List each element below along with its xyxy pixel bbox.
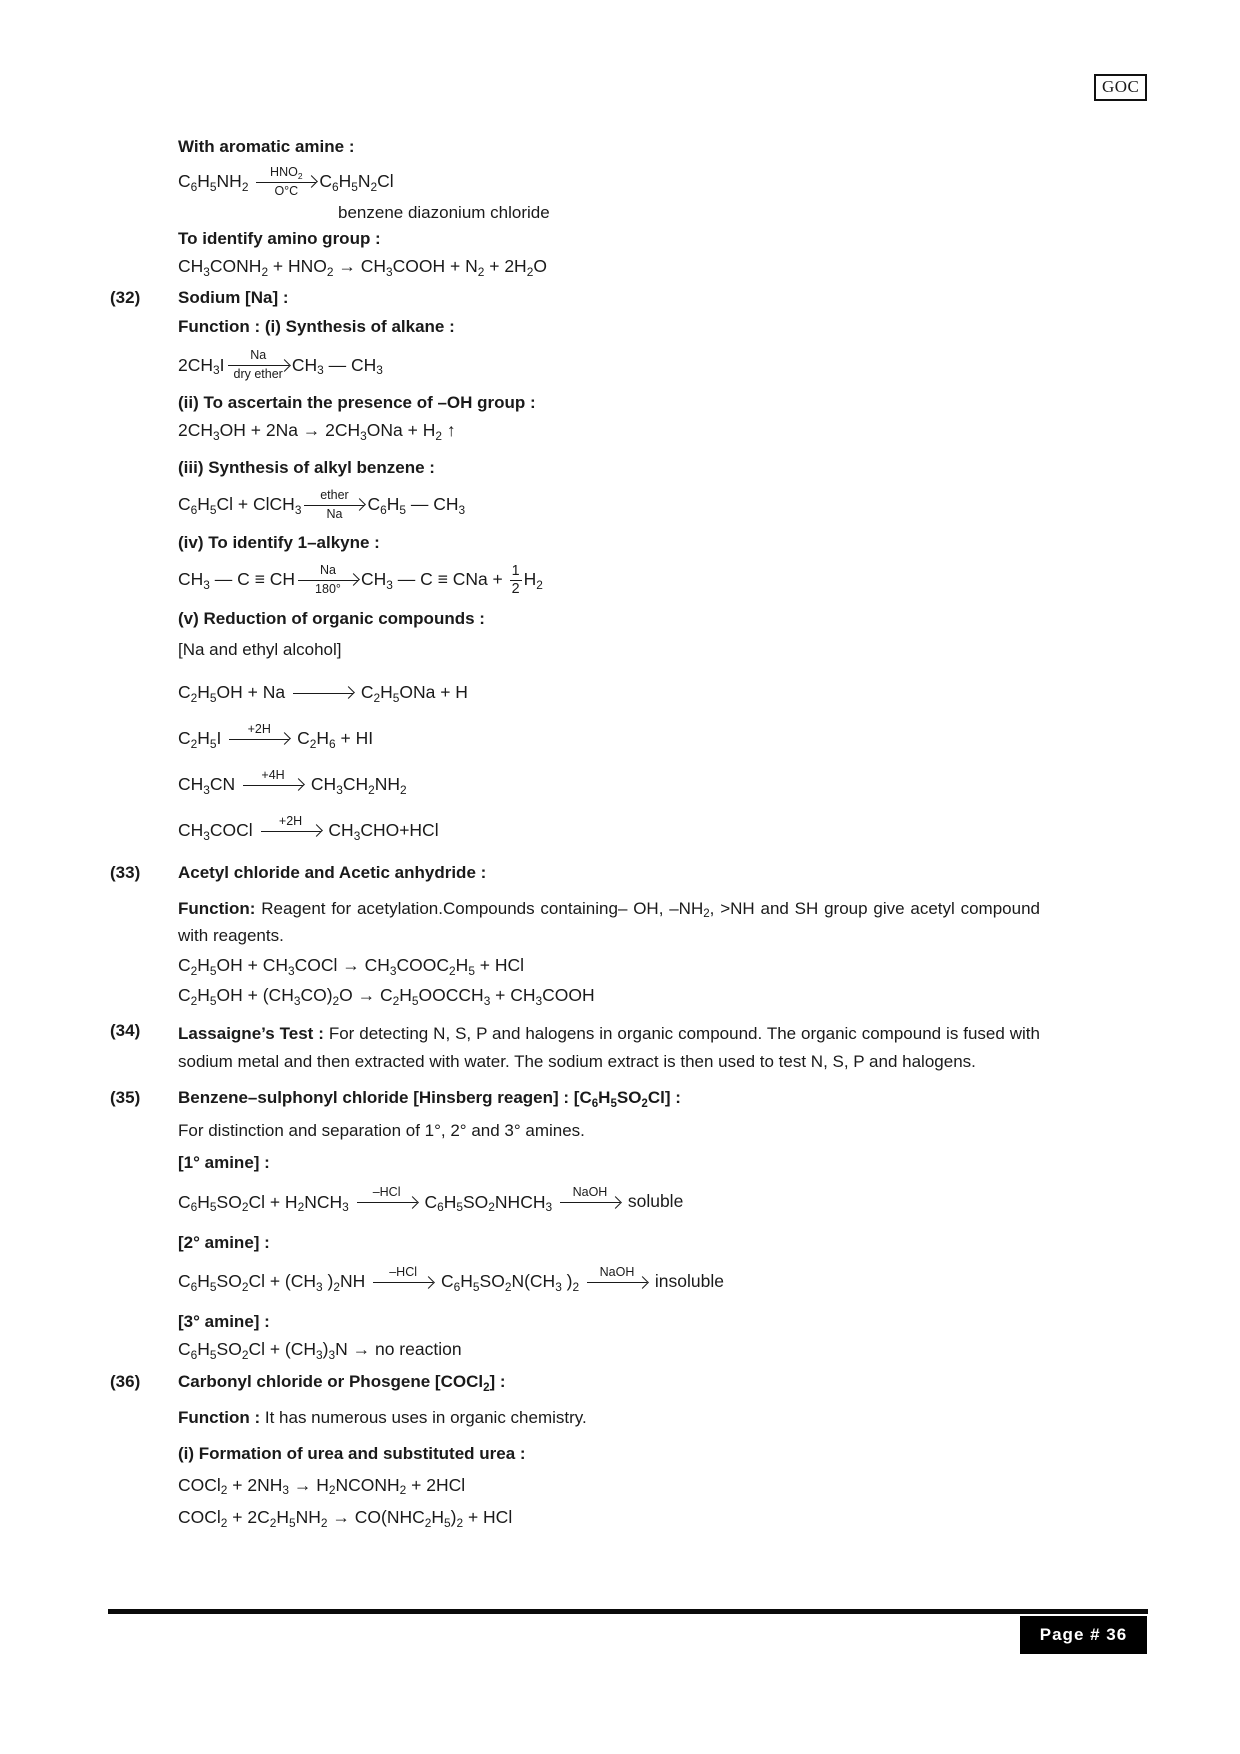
- equation-line: [178, 676, 1040, 711]
- item-number: [110, 136, 178, 279]
- subscript: 3: [213, 363, 220, 378]
- paragraph-lead: Lassaigne’s Test :: [178, 1024, 329, 1044]
- subscript: 5: [209, 736, 217, 751]
- subscript: 2: [269, 1516, 277, 1531]
- subscript: 2: [504, 1280, 512, 1295]
- subscript: 6: [190, 1348, 198, 1363]
- subscript: 5: [399, 502, 406, 517]
- formula-text: H2: [523, 569, 543, 592]
- subscript: 2: [241, 1280, 249, 1295]
- subscript: 3: [213, 429, 220, 444]
- reaction-arrow: [357, 1185, 417, 1220]
- subscript: 6: [331, 179, 339, 194]
- formula-text: CH3CHO+HCl: [323, 819, 439, 843]
- reaction-arrow: [560, 1185, 620, 1220]
- subscript: 5: [209, 1200, 217, 1215]
- subscript: 6: [380, 502, 387, 517]
- arrow-top-label: NaOH: [599, 1265, 635, 1280]
- section-heading: Acetyl chloride and Acetic anhydride :: [178, 862, 487, 882]
- arrow-top-label: +2H: [278, 813, 303, 828]
- equation-line: [178, 348, 1040, 383]
- subscript: 3: [386, 577, 393, 592]
- subscript: 3: [545, 1200, 553, 1215]
- section-heading: [3° amine] :: [178, 1312, 270, 1332]
- formula-text: 2CH3I: [178, 354, 225, 378]
- fraction-numerator: 1: [511, 563, 520, 580]
- subscript: 2: [220, 1483, 228, 1498]
- arrow-bottom-label: dry ether: [233, 367, 283, 382]
- arrow-shaft: [229, 739, 289, 740]
- page-number-badge: [1020, 1616, 1147, 1654]
- subscript: 5: [209, 179, 217, 194]
- subscript: 2: [190, 736, 198, 751]
- subscript: 3: [555, 1280, 562, 1295]
- fraction: [510, 564, 522, 597]
- equation-line: [178, 488, 1040, 523]
- formula-text: COCl2 + 2C2H5NH2 → CO(NHC2H5)2 + HCl: [178, 1507, 513, 1531]
- item-body: [178, 849, 1040, 1008]
- subscript: 2: [241, 179, 249, 194]
- section-heading: (iv) To identify 1–alkyne :: [178, 532, 380, 552]
- section-heading: Function : (i) Synthesis of alkane :: [178, 317, 455, 337]
- subscript: 3: [483, 994, 491, 1009]
- subscript: 5: [472, 1280, 480, 1295]
- subscript: 2: [456, 1516, 464, 1531]
- subscript: 2: [536, 577, 543, 592]
- equation-line: [178, 165, 1040, 200]
- subscript: 3: [336, 782, 343, 797]
- formula-text: C6H5N2Cl: [319, 171, 394, 194]
- subscript: 3: [317, 363, 324, 378]
- equation-line: [178, 1474, 1040, 1498]
- text-line: For distinction and separation of 1°, 2° and 3° amines.: [178, 1120, 585, 1140]
- arrow-top-label: +2H: [247, 721, 271, 736]
- paragraph-lead: Function:: [178, 898, 262, 918]
- arrow-shaft: [256, 182, 316, 183]
- item-body: [178, 136, 1040, 279]
- equation-line: [178, 255, 1040, 279]
- paragraph-text: It has numerous uses in organic chemistry.: [264, 1408, 587, 1428]
- content-block: [110, 279, 1040, 849]
- equation-line: [178, 768, 1040, 803]
- subscript: 5: [444, 1516, 451, 1531]
- arrow-shaft: [261, 831, 321, 832]
- subscript: 3: [293, 994, 301, 1009]
- reaction-arrow: [293, 676, 353, 711]
- arrow-shaft: [357, 1202, 417, 1203]
- subscript: 5: [351, 179, 358, 194]
- arrow-top-label: [317, 676, 329, 692]
- subscript: 3: [203, 577, 210, 592]
- subscript: 6: [190, 1200, 198, 1215]
- subscript: 5: [209, 690, 217, 705]
- arrow-bottom-label: 180°: [315, 581, 341, 596]
- subscript: 3: [316, 1280, 323, 1295]
- formula-text: CH3 — CH3: [291, 354, 383, 378]
- subscript: 5: [209, 1348, 217, 1363]
- paragraph: [178, 1404, 1040, 1432]
- subscript: 6: [190, 502, 198, 517]
- arrow-shaft: [587, 1282, 647, 1283]
- arrow-top-label: Na: [319, 562, 336, 577]
- corner-tag: GOC: [1094, 74, 1147, 101]
- paragraph: [178, 1020, 1040, 1075]
- subscript: 3: [203, 828, 210, 843]
- formula-text: C6H5SO2Cl + (CH3 )2NH: [178, 1271, 371, 1295]
- subscript: 2: [261, 264, 269, 279]
- formula-text: CH3CN: [178, 773, 241, 797]
- subscript: 2: [703, 908, 710, 921]
- reaction-arrow: [373, 1265, 433, 1300]
- arrow-top-label: ether: [320, 487, 349, 502]
- footer-divider: [108, 1609, 1148, 1614]
- formula-text: CH3CONH2 + HNO2 → CH3COOH + N2 + 2H2O: [178, 255, 547, 279]
- arrow-shaft: [304, 505, 364, 506]
- subscript: 2: [641, 1097, 648, 1110]
- arrow-bottom-label: [381, 1204, 393, 1220]
- reaction-arrow: [298, 563, 358, 598]
- arrow-bottom-label: [267, 787, 279, 803]
- formula-text: soluble: [622, 1191, 684, 1212]
- subscript: 6: [190, 1280, 198, 1295]
- subscript: 3: [328, 1348, 336, 1363]
- equation-line: [178, 1185, 1040, 1220]
- subscript: 2: [220, 1516, 228, 1531]
- subscript: 2: [190, 994, 198, 1009]
- arrow-top-label: HNO2: [270, 164, 303, 181]
- equation-line: [178, 984, 1040, 1008]
- item-body: [178, 1075, 1040, 1362]
- reaction-arrow: [587, 1265, 647, 1300]
- subscript: 3: [316, 1348, 323, 1363]
- section-heading: Carbonyl chloride or Phosgene [COCl2] :: [178, 1371, 506, 1394]
- arrow-bottom-label: [317, 695, 329, 711]
- section-heading: (ii) To ascertain the presence of –OH group :: [178, 393, 536, 413]
- subscript: 2: [326, 264, 334, 279]
- subscript: 2: [241, 1348, 249, 1363]
- formula-text: 2CH3OH + 2Na → 2CH3ONa + H2 ↑: [178, 420, 456, 444]
- section-heading: (v) Reduction of organic compounds :: [178, 608, 485, 628]
- formula-text: C2H5OH + (CH3CO)2O → C2H5OOCCH3 + CH3COOH: [178, 985, 595, 1009]
- subscript: 3: [389, 963, 397, 978]
- item-body: [178, 1008, 1040, 1075]
- subscript: 2: [190, 690, 198, 705]
- subscript: 2: [449, 963, 456, 978]
- section-heading: [1° amine] :: [178, 1153, 270, 1173]
- subscript: 2: [526, 264, 534, 279]
- formula-text: C2H6 + HI: [292, 727, 374, 751]
- subscript: 2: [477, 264, 485, 279]
- equation-line: [178, 419, 1040, 443]
- subscript: 5: [209, 502, 217, 517]
- content: [110, 136, 1040, 1530]
- content-block: [110, 136, 1040, 279]
- arrow-top-label: +4H: [261, 767, 285, 782]
- reaction-arrow: [243, 768, 303, 803]
- text-line: benzene diazonium chloride: [338, 202, 550, 222]
- subscript: 6: [329, 736, 336, 751]
- subscript: 5: [456, 1200, 463, 1215]
- formula-text: C6H5NH2: [178, 171, 249, 194]
- subscript: 5: [209, 994, 217, 1009]
- subscript: 3: [360, 429, 367, 444]
- subscript: 2: [320, 1516, 328, 1531]
- subscript: 2: [488, 1200, 495, 1215]
- item-number: (35): [110, 1088, 141, 1108]
- section-heading: Benzene–sulphonyl chloride [Hinsberg reagen] : [C6H5SO2Cl] :: [178, 1088, 681, 1110]
- arrow-bottom-label: Na: [326, 506, 343, 521]
- formula-text: C2H5OH + CH3COCl → CH3COOC2H5 + HCl: [178, 954, 525, 978]
- equation-line: [178, 954, 1040, 978]
- arrow-top-label: NaOH: [572, 1185, 608, 1200]
- subscript: 3: [203, 782, 210, 797]
- subscript: 2: [373, 690, 381, 705]
- text-line: [Na and ethyl alcohol]: [178, 639, 342, 659]
- arrow-top-label: Na: [250, 348, 267, 363]
- equation-line: [178, 722, 1040, 757]
- arrow-bottom-label: [584, 1204, 596, 1220]
- subscript: 2: [332, 994, 340, 1009]
- subscript: 2: [572, 1280, 580, 1295]
- subscript: 3: [342, 1200, 349, 1215]
- section-heading: To identify amino group :: [178, 228, 381, 248]
- item-body: [178, 1362, 1040, 1530]
- item-body: [178, 279, 1040, 849]
- subscript: 5: [468, 963, 475, 978]
- section-heading: With aromatic amine :: [178, 137, 355, 156]
- arrow-top-label: –HCl: [389, 1265, 418, 1280]
- content-block: [110, 1008, 1040, 1075]
- subscript: 2: [435, 429, 442, 444]
- subscript: 2: [333, 1280, 340, 1295]
- subscript: 2: [368, 782, 375, 797]
- subscript: 2: [483, 1381, 490, 1394]
- formula-text: CH3 — C ≡ CH: [178, 569, 295, 592]
- formula-text: CH3 — C ≡ CNa +: [360, 569, 508, 592]
- arrow-top-label: –HCl: [372, 1185, 401, 1200]
- subscript: 5: [610, 1097, 617, 1110]
- arrow-bottom-label: O°C: [274, 183, 299, 198]
- subscript: 2: [392, 994, 400, 1009]
- subscript: 3: [376, 363, 383, 378]
- formula-text: CH3CH2NH2: [306, 773, 407, 797]
- reaction-arrow: [229, 722, 289, 757]
- subscript: 2: [424, 1516, 432, 1531]
- page-number-label: Page # 36: [1039, 1625, 1128, 1644]
- arrow-shaft: [243, 785, 303, 786]
- subscript: 3: [282, 1483, 289, 1498]
- subscript: 2: [399, 1483, 407, 1498]
- content-block: [110, 1362, 1040, 1530]
- subscript: 3: [458, 502, 466, 517]
- subscript: 6: [190, 179, 198, 194]
- subscript: 3: [203, 264, 210, 279]
- paragraph: [178, 895, 1040, 950]
- subscript: 2: [309, 736, 317, 751]
- section-heading: [2° amine] :: [178, 1233, 270, 1253]
- item-number: (34): [110, 1021, 141, 1041]
- subscript: 3: [353, 828, 361, 843]
- subscript: 2: [297, 1200, 305, 1215]
- arrow-shaft: [298, 580, 358, 581]
- fraction-denominator: 2: [511, 581, 520, 598]
- reaction-arrow: [261, 814, 321, 849]
- formula-text: C2H5ONa + H: [355, 681, 468, 705]
- item-number: (32): [110, 287, 141, 307]
- subscript: 3: [294, 502, 302, 517]
- arrow-bottom-label: [285, 833, 297, 849]
- content-block: [110, 849, 1040, 1008]
- equation-line: [178, 1506, 1040, 1530]
- equation-line: [178, 1265, 1040, 1300]
- subscript: 6: [453, 1280, 461, 1295]
- subscript: 5: [411, 994, 419, 1009]
- formula-text: C2H5OH + Na: [178, 681, 290, 705]
- content-block: [110, 1075, 1040, 1362]
- arrow-shaft: [373, 1282, 433, 1283]
- formula-text: C6H5SO2N(CH3 )2: [436, 1271, 580, 1295]
- arrow-shaft: [228, 365, 289, 366]
- subscript: 5: [209, 963, 217, 978]
- subscript: 6: [591, 1097, 599, 1110]
- subscript: 2: [297, 170, 303, 181]
- subscript: 6: [437, 1200, 444, 1215]
- subscript: 5: [392, 690, 400, 705]
- equation-line: [178, 814, 1040, 849]
- section-heading: (i) Formation of urea and substituted urea :: [178, 1443, 526, 1463]
- arrow-shaft: [293, 693, 353, 694]
- formula-text: insoluble: [650, 1271, 724, 1292]
- paragraph-text: For detecting N, S, P and halogens in organic compound. The organic compound is fused with sodium metal and then extracted with water. The sodium extract is then used to test N, S, P and halogens.: [178, 1024, 1040, 1071]
- equation-line: [178, 1338, 1040, 1362]
- formula-text: C6H5SO2NHCH3: [419, 1191, 553, 1215]
- formula-text: C6H5SO2Cl + (CH3)3N → no reaction: [178, 1339, 462, 1363]
- formula-text: C2H5I: [178, 727, 227, 751]
- reaction-arrow: [228, 348, 289, 383]
- subscript: 2: [241, 1200, 249, 1215]
- reaction-arrow: [256, 165, 316, 200]
- subscript: 5: [209, 1280, 217, 1295]
- subscript: 2: [400, 782, 407, 797]
- formula-text: C6H5 — CH3: [367, 494, 466, 517]
- arrow-bottom-label: [611, 1284, 623, 1300]
- subscript: 5: [289, 1516, 296, 1531]
- subscript: 3: [535, 994, 543, 1009]
- reaction-arrow: [304, 488, 364, 523]
- subscript: 2: [328, 1483, 336, 1498]
- arrow-bottom-label: [397, 1284, 409, 1300]
- subscript: 3: [386, 264, 393, 279]
- item-number: (33): [110, 862, 141, 882]
- subscript: 2: [190, 963, 198, 978]
- subscript: 3: [288, 963, 295, 978]
- section-heading: Sodium [Na] :: [178, 287, 289, 307]
- section-heading: (iii) Synthesis of alkyl benzene :: [178, 458, 435, 478]
- formula-text: COCl2 + 2NH3 → H2NCONH2 + 2HCl: [178, 1474, 466, 1498]
- paragraph-lead: Function :: [178, 1408, 265, 1428]
- subscript: 2: [370, 179, 378, 194]
- formula-text: C6H5Cl + ClCH3: [178, 494, 302, 517]
- formula-text: C6H5SO2Cl + H2NCH3: [178, 1191, 349, 1215]
- paragraph-text: Reagent for acetylation.Compounds containing– OH, –NH2, >NH and SH group give acetyl compound with reagents.: [178, 898, 1040, 946]
- arrow-bottom-label: [253, 741, 265, 757]
- arrow-shaft: [560, 1202, 620, 1203]
- item-number: (36): [110, 1371, 141, 1391]
- equation-line: [178, 563, 1040, 598]
- formula-text: CH3COCl: [178, 819, 258, 843]
